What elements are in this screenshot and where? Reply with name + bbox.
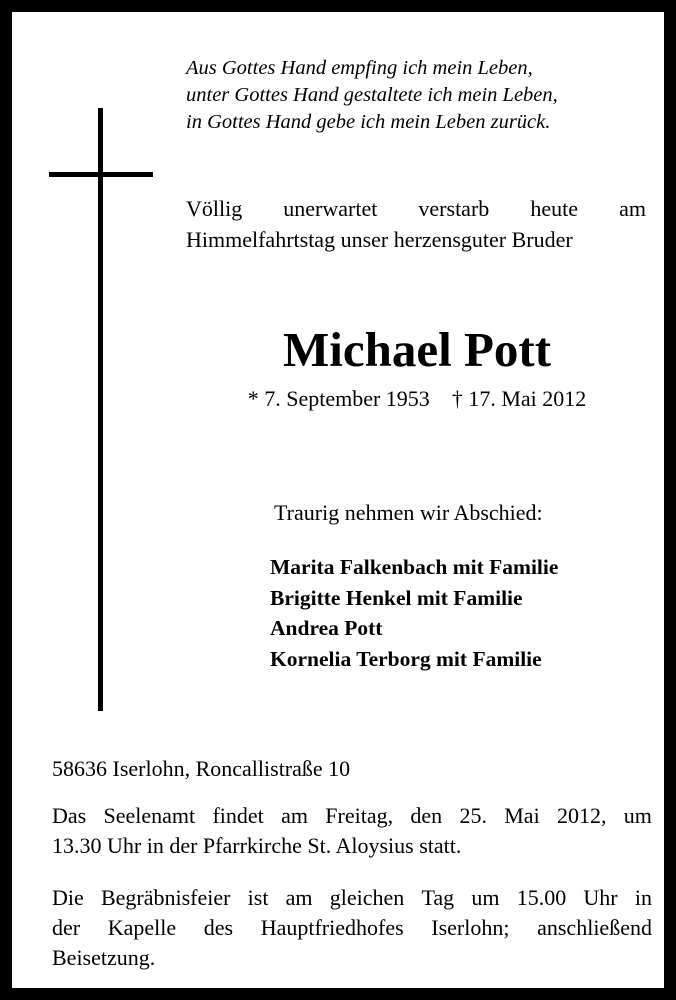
family-address: 58636 Iserlohn, Roncallistraße 10 bbox=[52, 756, 351, 781]
word: verstarb bbox=[418, 196, 490, 221]
word: des bbox=[203, 915, 234, 940]
word: am bbox=[619, 196, 646, 221]
word: Das bbox=[52, 803, 87, 828]
word: Die bbox=[52, 885, 84, 910]
motto-line: unter Gottes Hand gestaltete ich mein Leben, bbox=[186, 84, 558, 106]
mourners-list bbox=[270, 552, 558, 674]
word: Uhr bbox=[583, 885, 618, 910]
word: der bbox=[52, 915, 81, 940]
requiem-line-2: 13.30 Uhr in der Pfarrkirche St. Aloysius statt. bbox=[52, 833, 462, 858]
word: Mai bbox=[504, 803, 540, 828]
birth-date: * 7. September 1953 bbox=[247, 386, 430, 411]
mourner: Marita Falkenbach mit Familie bbox=[270, 555, 559, 579]
word: um bbox=[623, 803, 652, 828]
word: heute bbox=[530, 196, 578, 221]
mourner: Andrea Pott bbox=[270, 616, 383, 640]
funeral-line-1 bbox=[52, 883, 652, 913]
death-announcement bbox=[186, 193, 646, 255]
motto-line: in Gottes Hand gebe ich mein Leben zurück. bbox=[186, 111, 551, 133]
word: am bbox=[281, 803, 308, 828]
cross-horizontal-bar bbox=[49, 172, 153, 177]
life-dates bbox=[212, 384, 622, 414]
mourner: Kornelia Terborg mit Familie bbox=[270, 646, 542, 671]
word: 15.00 bbox=[516, 885, 567, 910]
word: 25. bbox=[459, 803, 487, 828]
cross-vertical-bar bbox=[98, 108, 103, 711]
word: in bbox=[634, 885, 652, 910]
funeral-line-3: Beisetzung. bbox=[52, 945, 156, 970]
funeral-notice bbox=[52, 883, 652, 973]
word: Begräbnisfeier bbox=[100, 885, 231, 910]
farewell-text: Traurig nehmen wir Abschied: bbox=[274, 500, 543, 525]
motto-verse bbox=[186, 55, 626, 136]
word: gleichen bbox=[329, 885, 405, 910]
word: Freitag, bbox=[325, 803, 394, 828]
word: Völlig bbox=[186, 196, 243, 221]
requiem-notice bbox=[52, 801, 652, 861]
death-date: † 17. Mai 2012 bbox=[451, 386, 587, 411]
word: unerwartet bbox=[283, 196, 378, 221]
announcement-line-1 bbox=[186, 193, 646, 224]
announcement-line-2: Himmelfahrtstag unser herzensguter Bruder bbox=[186, 227, 573, 252]
word: um bbox=[471, 885, 500, 910]
word: Seelenamt bbox=[103, 803, 196, 828]
word: findet bbox=[212, 803, 264, 828]
mourner: Brigitte Henkel mit Familie bbox=[270, 585, 523, 610]
word: am bbox=[285, 885, 313, 910]
funeral-line-2 bbox=[52, 913, 652, 943]
word: Tag bbox=[421, 885, 455, 910]
word: Hauptfriedhofes bbox=[260, 915, 404, 940]
motto-line: Aus Gottes Hand empfing ich mein Leben, bbox=[186, 57, 533, 79]
word: Iserlohn; bbox=[431, 915, 510, 940]
word: anschließend bbox=[537, 915, 652, 940]
word: Kapelle bbox=[107, 915, 177, 940]
word: den bbox=[410, 803, 443, 828]
deceased-name: Michael Pott bbox=[282, 322, 552, 377]
requiem-line-1 bbox=[52, 801, 652, 831]
word: ist bbox=[247, 885, 269, 910]
word: 2012, bbox=[557, 803, 607, 828]
